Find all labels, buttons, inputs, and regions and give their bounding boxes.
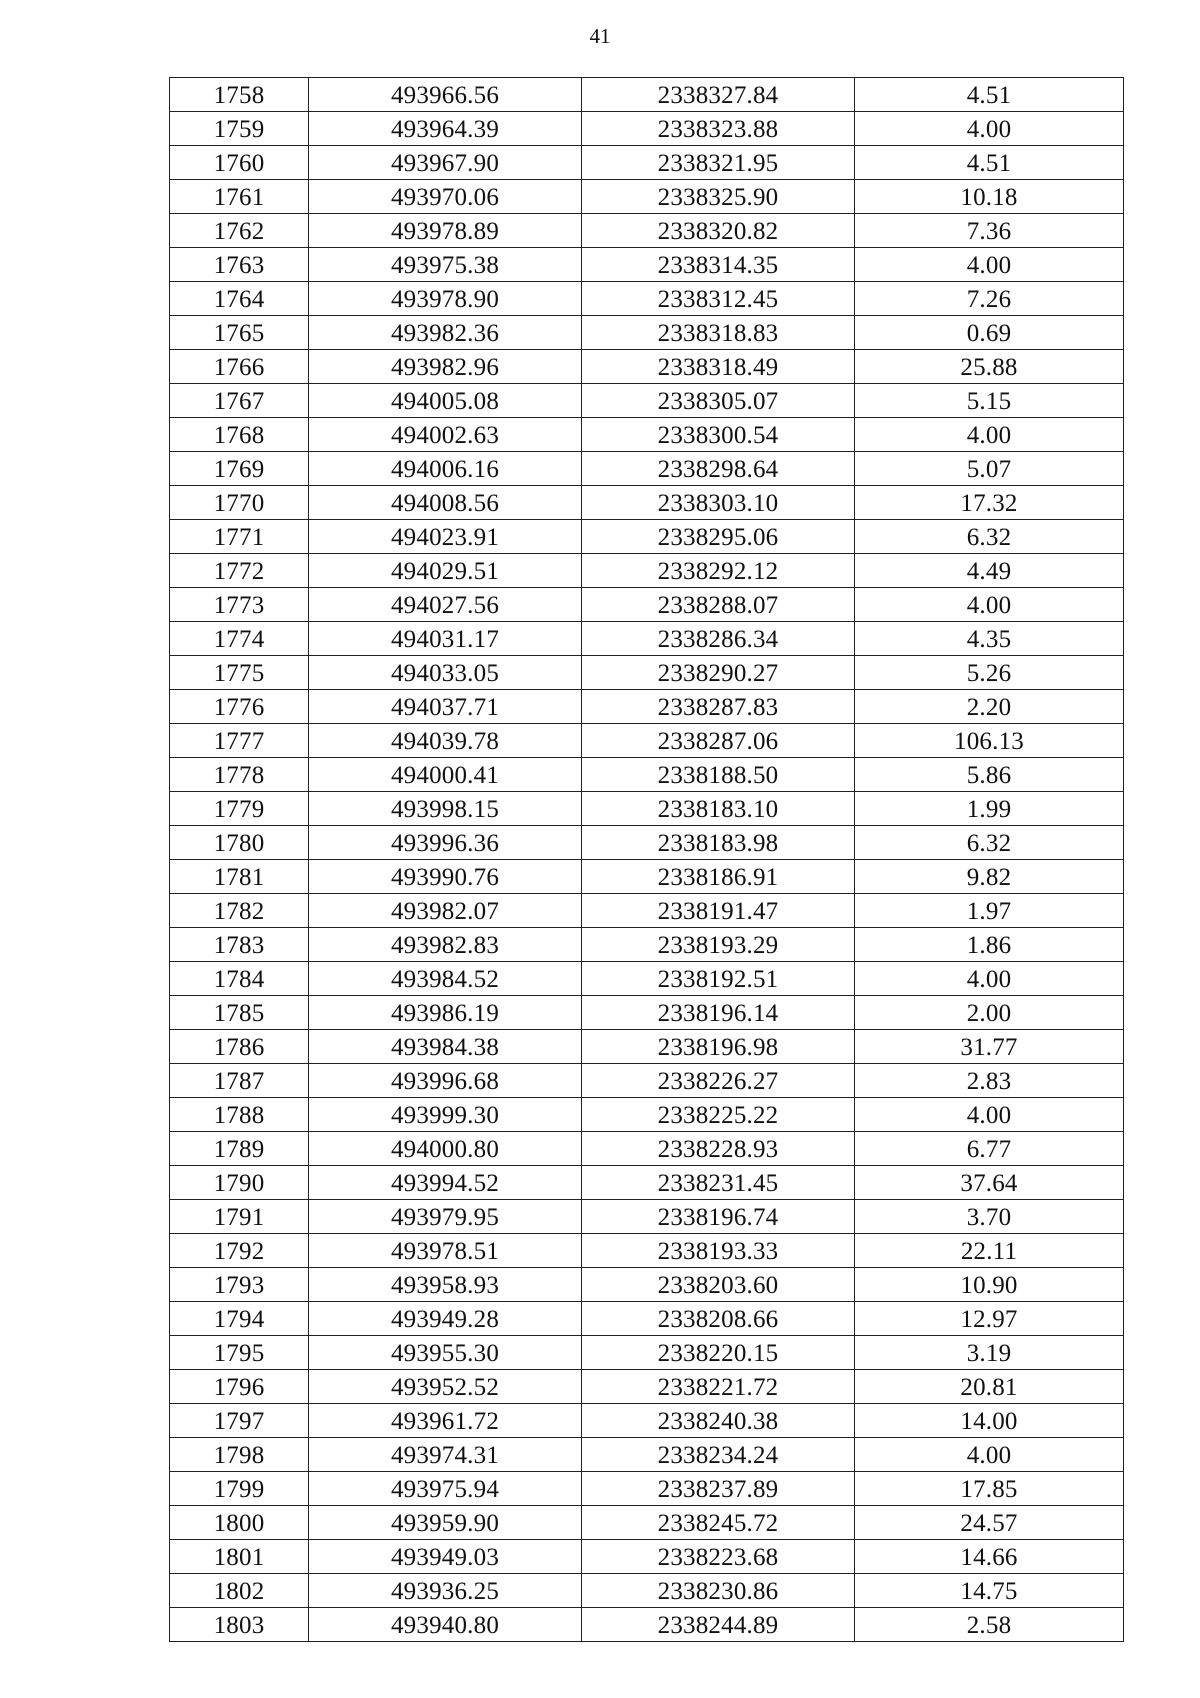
y-coordinate-cell: 2338226.27 xyxy=(582,1064,855,1098)
point-number-cell: 1790 xyxy=(170,1166,309,1200)
point-number-cell: 1758 xyxy=(170,78,309,112)
distance-cell: 1.86 xyxy=(855,928,1124,962)
table-row xyxy=(170,180,1124,214)
distance-cell: 1.99 xyxy=(855,792,1124,826)
x-coordinate-cell: 493982.36 xyxy=(309,316,582,350)
distance-cell: 4.00 xyxy=(855,962,1124,996)
y-coordinate-cell: 2338228.93 xyxy=(582,1132,855,1166)
y-coordinate-cell: 2338321.95 xyxy=(582,146,855,180)
distance-cell: 2.58 xyxy=(855,1608,1124,1642)
point-number-cell: 1785 xyxy=(170,996,309,1030)
y-coordinate-cell: 2338286.34 xyxy=(582,622,855,656)
point-number-cell: 1764 xyxy=(170,282,309,316)
distance-cell: 31.77 xyxy=(855,1030,1124,1064)
x-coordinate-cell: 493967.90 xyxy=(309,146,582,180)
table-row xyxy=(170,418,1124,452)
y-coordinate-cell: 2338240.38 xyxy=(582,1404,855,1438)
point-number-cell: 1787 xyxy=(170,1064,309,1098)
x-coordinate-cell: 493958.93 xyxy=(309,1268,582,1302)
distance-cell: 3.19 xyxy=(855,1336,1124,1370)
x-coordinate-cell: 493996.68 xyxy=(309,1064,582,1098)
point-number-cell: 1772 xyxy=(170,554,309,588)
point-number-cell: 1765 xyxy=(170,316,309,350)
y-coordinate-cell: 2338193.29 xyxy=(582,928,855,962)
point-number-cell: 1768 xyxy=(170,418,309,452)
table-row xyxy=(170,792,1124,826)
x-coordinate-cell: 494039.78 xyxy=(309,724,582,758)
y-coordinate-cell: 2338196.14 xyxy=(582,996,855,1030)
table-row xyxy=(170,996,1124,1030)
y-coordinate-cell: 2338300.54 xyxy=(582,418,855,452)
point-number-cell: 1766 xyxy=(170,350,309,384)
distance-cell: 2.83 xyxy=(855,1064,1124,1098)
point-number-cell: 1761 xyxy=(170,180,309,214)
x-coordinate-cell: 493966.56 xyxy=(309,78,582,112)
point-number-cell: 1801 xyxy=(170,1540,309,1574)
table-row xyxy=(170,1030,1124,1064)
distance-cell: 5.15 xyxy=(855,384,1124,418)
table-row xyxy=(170,1234,1124,1268)
x-coordinate-cell: 493978.51 xyxy=(309,1234,582,1268)
coordinate-table xyxy=(169,77,1124,1642)
distance-cell: 4.00 xyxy=(855,248,1124,282)
point-number-cell: 1784 xyxy=(170,962,309,996)
y-coordinate-cell: 2338234.24 xyxy=(582,1438,855,1472)
x-coordinate-cell: 493936.25 xyxy=(309,1574,582,1608)
y-coordinate-cell: 2338196.74 xyxy=(582,1200,855,1234)
point-number-cell: 1763 xyxy=(170,248,309,282)
x-coordinate-cell: 493974.31 xyxy=(309,1438,582,1472)
distance-cell: 4.00 xyxy=(855,112,1124,146)
x-coordinate-cell: 493955.30 xyxy=(309,1336,582,1370)
point-number-cell: 1796 xyxy=(170,1370,309,1404)
point-number-cell: 1793 xyxy=(170,1268,309,1302)
y-coordinate-cell: 2338244.89 xyxy=(582,1608,855,1642)
x-coordinate-cell: 493978.90 xyxy=(309,282,582,316)
point-number-cell: 1781 xyxy=(170,860,309,894)
x-coordinate-cell: 493975.94 xyxy=(309,1472,582,1506)
table-row xyxy=(170,146,1124,180)
x-coordinate-cell: 493990.76 xyxy=(309,860,582,894)
x-coordinate-cell: 493949.28 xyxy=(309,1302,582,1336)
y-coordinate-cell: 2338192.51 xyxy=(582,962,855,996)
point-number-cell: 1788 xyxy=(170,1098,309,1132)
distance-cell: 9.82 xyxy=(855,860,1124,894)
distance-cell: 106.13 xyxy=(855,724,1124,758)
point-number-cell: 1779 xyxy=(170,792,309,826)
y-coordinate-cell: 2338325.90 xyxy=(582,180,855,214)
distance-cell: 4.51 xyxy=(855,146,1124,180)
table-row xyxy=(170,112,1124,146)
y-coordinate-cell: 2338188.50 xyxy=(582,758,855,792)
table-row xyxy=(170,928,1124,962)
point-number-cell: 1769 xyxy=(170,452,309,486)
point-number-cell: 1794 xyxy=(170,1302,309,1336)
point-number-cell: 1774 xyxy=(170,622,309,656)
point-number-cell: 1776 xyxy=(170,690,309,724)
table-row xyxy=(170,316,1124,350)
table-row xyxy=(170,248,1124,282)
x-coordinate-cell: 493975.38 xyxy=(309,248,582,282)
distance-cell: 7.36 xyxy=(855,214,1124,248)
x-coordinate-cell: 493970.06 xyxy=(309,180,582,214)
distance-cell: 6.32 xyxy=(855,520,1124,554)
x-coordinate-cell: 493982.83 xyxy=(309,928,582,962)
x-coordinate-cell: 493959.90 xyxy=(309,1506,582,1540)
table-row xyxy=(170,1166,1124,1200)
y-coordinate-cell: 2338303.10 xyxy=(582,486,855,520)
distance-cell: 17.32 xyxy=(855,486,1124,520)
point-number-cell: 1783 xyxy=(170,928,309,962)
table-row xyxy=(170,962,1124,996)
y-coordinate-cell: 2338245.72 xyxy=(582,1506,855,1540)
distance-cell: 37.64 xyxy=(855,1166,1124,1200)
distance-cell: 14.75 xyxy=(855,1574,1124,1608)
table-row xyxy=(170,588,1124,622)
x-coordinate-cell: 493999.30 xyxy=(309,1098,582,1132)
table-row xyxy=(170,1200,1124,1234)
table-row xyxy=(170,826,1124,860)
table-row xyxy=(170,520,1124,554)
x-coordinate-cell: 493952.52 xyxy=(309,1370,582,1404)
table-row xyxy=(170,1540,1124,1574)
distance-cell: 10.90 xyxy=(855,1268,1124,1302)
y-coordinate-cell: 2338305.07 xyxy=(582,384,855,418)
point-number-cell: 1780 xyxy=(170,826,309,860)
table-row xyxy=(170,78,1124,112)
y-coordinate-cell: 2338193.33 xyxy=(582,1234,855,1268)
table-row xyxy=(170,214,1124,248)
distance-cell: 4.49 xyxy=(855,554,1124,588)
table-row xyxy=(170,1302,1124,1336)
y-coordinate-cell: 2338230.86 xyxy=(582,1574,855,1608)
distance-cell: 3.70 xyxy=(855,1200,1124,1234)
y-coordinate-cell: 2338237.89 xyxy=(582,1472,855,1506)
x-coordinate-cell: 494002.63 xyxy=(309,418,582,452)
table-row xyxy=(170,1268,1124,1302)
x-coordinate-cell: 493986.19 xyxy=(309,996,582,1030)
table-row xyxy=(170,1370,1124,1404)
point-number-cell: 1770 xyxy=(170,486,309,520)
x-coordinate-cell: 493998.15 xyxy=(309,792,582,826)
x-coordinate-cell: 493996.36 xyxy=(309,826,582,860)
x-coordinate-cell: 493961.72 xyxy=(309,1404,582,1438)
point-number-cell: 1767 xyxy=(170,384,309,418)
distance-cell: 5.07 xyxy=(855,452,1124,486)
x-coordinate-cell: 493964.39 xyxy=(309,112,582,146)
table-row xyxy=(170,860,1124,894)
table-row xyxy=(170,486,1124,520)
x-coordinate-cell: 493940.80 xyxy=(309,1608,582,1642)
distance-cell: 6.32 xyxy=(855,826,1124,860)
table-row xyxy=(170,622,1124,656)
y-coordinate-cell: 2338290.27 xyxy=(582,656,855,690)
point-number-cell: 1775 xyxy=(170,656,309,690)
x-coordinate-cell: 494029.51 xyxy=(309,554,582,588)
distance-cell: 4.00 xyxy=(855,1438,1124,1472)
table-row xyxy=(170,1472,1124,1506)
distance-cell: 1.97 xyxy=(855,894,1124,928)
y-coordinate-cell: 2338191.47 xyxy=(582,894,855,928)
x-coordinate-cell: 494031.17 xyxy=(309,622,582,656)
point-number-cell: 1777 xyxy=(170,724,309,758)
y-coordinate-cell: 2338295.06 xyxy=(582,520,855,554)
page-number: 41 xyxy=(589,24,611,48)
x-coordinate-cell: 494023.91 xyxy=(309,520,582,554)
x-coordinate-cell: 493979.95 xyxy=(309,1200,582,1234)
point-number-cell: 1795 xyxy=(170,1336,309,1370)
table-row xyxy=(170,554,1124,588)
x-coordinate-cell: 494000.80 xyxy=(309,1132,582,1166)
x-coordinate-cell: 494037.71 xyxy=(309,690,582,724)
distance-cell: 12.97 xyxy=(855,1302,1124,1336)
y-coordinate-cell: 2338287.83 xyxy=(582,690,855,724)
y-coordinate-cell: 2338292.12 xyxy=(582,554,855,588)
table-row xyxy=(170,1506,1124,1540)
table-row xyxy=(170,452,1124,486)
distance-cell: 0.69 xyxy=(855,316,1124,350)
point-number-cell: 1800 xyxy=(170,1506,309,1540)
y-coordinate-cell: 2338314.35 xyxy=(582,248,855,282)
x-coordinate-cell: 493994.52 xyxy=(309,1166,582,1200)
table-row xyxy=(170,1404,1124,1438)
distance-cell: 4.00 xyxy=(855,588,1124,622)
point-number-cell: 1759 xyxy=(170,112,309,146)
y-coordinate-cell: 2338287.06 xyxy=(582,724,855,758)
x-coordinate-cell: 494006.16 xyxy=(309,452,582,486)
table-row xyxy=(170,282,1124,316)
distance-cell: 14.00 xyxy=(855,1404,1124,1438)
y-coordinate-cell: 2338231.45 xyxy=(582,1166,855,1200)
table-row xyxy=(170,1438,1124,1472)
y-coordinate-cell: 2338320.82 xyxy=(582,214,855,248)
y-coordinate-cell: 2338318.83 xyxy=(582,316,855,350)
distance-cell: 2.20 xyxy=(855,690,1124,724)
x-coordinate-cell: 493982.96 xyxy=(309,350,582,384)
distance-cell: 5.86 xyxy=(855,758,1124,792)
point-number-cell: 1762 xyxy=(170,214,309,248)
coordinate-table-body xyxy=(170,78,1124,1642)
y-coordinate-cell: 2338220.15 xyxy=(582,1336,855,1370)
point-number-cell: 1803 xyxy=(170,1608,309,1642)
point-number-cell: 1760 xyxy=(170,146,309,180)
x-coordinate-cell: 494027.56 xyxy=(309,588,582,622)
table-row xyxy=(170,1336,1124,1370)
y-coordinate-cell: 2338323.88 xyxy=(582,112,855,146)
x-coordinate-cell: 493949.03 xyxy=(309,1540,582,1574)
distance-cell: 7.26 xyxy=(855,282,1124,316)
y-coordinate-cell: 2338318.49 xyxy=(582,350,855,384)
table-row xyxy=(170,1064,1124,1098)
x-coordinate-cell: 494005.08 xyxy=(309,384,582,418)
point-number-cell: 1778 xyxy=(170,758,309,792)
table-row xyxy=(170,1098,1124,1132)
table-row xyxy=(170,690,1124,724)
y-coordinate-cell: 2338183.10 xyxy=(582,792,855,826)
y-coordinate-cell: 2338225.22 xyxy=(582,1098,855,1132)
point-number-cell: 1799 xyxy=(170,1472,309,1506)
x-coordinate-cell: 493978.89 xyxy=(309,214,582,248)
y-coordinate-cell: 2338223.68 xyxy=(582,1540,855,1574)
point-number-cell: 1771 xyxy=(170,520,309,554)
point-number-cell: 1798 xyxy=(170,1438,309,1472)
table-row xyxy=(170,1608,1124,1642)
distance-cell: 22.11 xyxy=(855,1234,1124,1268)
x-coordinate-cell: 494008.56 xyxy=(309,486,582,520)
y-coordinate-cell: 2338327.84 xyxy=(582,78,855,112)
y-coordinate-cell: 2338183.98 xyxy=(582,826,855,860)
x-coordinate-cell: 493984.52 xyxy=(309,962,582,996)
x-coordinate-cell: 494033.05 xyxy=(309,656,582,690)
table-row xyxy=(170,724,1124,758)
point-number-cell: 1786 xyxy=(170,1030,309,1064)
table-row xyxy=(170,758,1124,792)
point-number-cell: 1773 xyxy=(170,588,309,622)
x-coordinate-cell: 494000.41 xyxy=(309,758,582,792)
x-coordinate-cell: 493982.07 xyxy=(309,894,582,928)
distance-cell: 10.18 xyxy=(855,180,1124,214)
distance-cell: 4.00 xyxy=(855,1098,1124,1132)
point-number-cell: 1789 xyxy=(170,1132,309,1166)
y-coordinate-cell: 2338196.98 xyxy=(582,1030,855,1064)
point-number-cell: 1791 xyxy=(170,1200,309,1234)
y-coordinate-cell: 2338221.72 xyxy=(582,1370,855,1404)
point-number-cell: 1782 xyxy=(170,894,309,928)
y-coordinate-cell: 2338208.66 xyxy=(582,1302,855,1336)
distance-cell: 25.88 xyxy=(855,350,1124,384)
distance-cell: 5.26 xyxy=(855,656,1124,690)
distance-cell: 6.77 xyxy=(855,1132,1124,1166)
y-coordinate-cell: 2338312.45 xyxy=(582,282,855,316)
point-number-cell: 1792 xyxy=(170,1234,309,1268)
distance-cell: 4.51 xyxy=(855,78,1124,112)
y-coordinate-cell: 2338203.60 xyxy=(582,1268,855,1302)
y-coordinate-cell: 2338298.64 xyxy=(582,452,855,486)
distance-cell: 24.57 xyxy=(855,1506,1124,1540)
table-row xyxy=(170,1574,1124,1608)
distance-cell: 4.00 xyxy=(855,418,1124,452)
x-coordinate-cell: 493984.38 xyxy=(309,1030,582,1064)
distance-cell: 17.85 xyxy=(855,1472,1124,1506)
point-number-cell: 1797 xyxy=(170,1404,309,1438)
table-row xyxy=(170,1132,1124,1166)
y-coordinate-cell: 2338186.91 xyxy=(582,860,855,894)
distance-cell: 20.81 xyxy=(855,1370,1124,1404)
y-coordinate-cell: 2338288.07 xyxy=(582,588,855,622)
table-row xyxy=(170,656,1124,690)
distance-cell: 4.35 xyxy=(855,622,1124,656)
distance-cell: 14.66 xyxy=(855,1540,1124,1574)
table-row xyxy=(170,894,1124,928)
table-row xyxy=(170,384,1124,418)
point-number-cell: 1802 xyxy=(170,1574,309,1608)
table-row xyxy=(170,350,1124,384)
distance-cell: 2.00 xyxy=(855,996,1124,1030)
